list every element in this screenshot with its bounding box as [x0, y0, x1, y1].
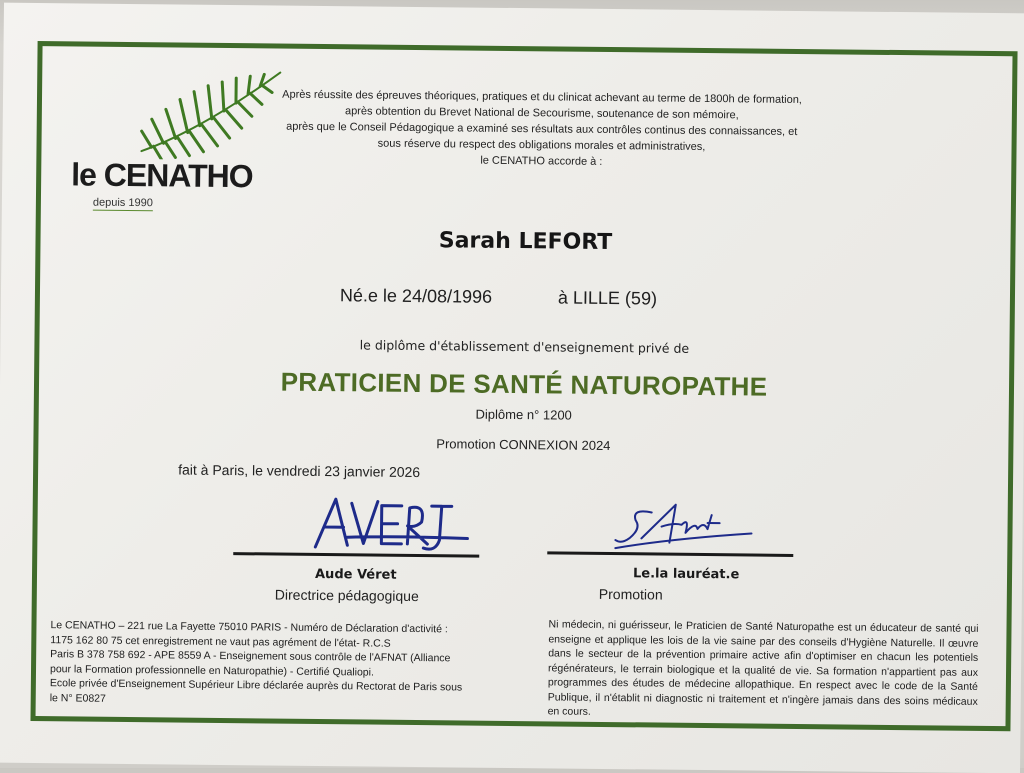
certificate-paper [0, 3, 1024, 773]
footer-line: Paris B 378 758 692 - APE 8559 A - Enseignement sous contrôle de l'AFNAT (Alliance [50, 647, 490, 666]
signatory-role: Directrice pédagogique [275, 587, 419, 605]
fern-leaf-icon [131, 69, 282, 161]
preamble-line: sous réserve du respect des obligations morales et administratives, [271, 134, 811, 156]
cenatho-logo [71, 68, 283, 220]
footer-disclaimer: Ni médecin, ni guérisseur, le Praticien de Santé Naturopathe est un éducateur de santé qui enseigne et applique les lois de la vie saine par des conseils d'Hygiène Naturelle. Il œuvre dans le secteur de la prévention primaire active afin d'optimiser en chacun les potentiels régénérateurs, le terrain biologique et la qualité de vie. Sa formation n'appartient pas aux programmes des études de médecine allopathique. En respect avec le code de la Santé Publique, il n'établit ni diagnostic ni traitement et n'ingère jamais dans des soins médicaux en cours. [548, 617, 979, 723]
footer-legal-info [50, 618, 491, 710]
promotion: Promotion CONNEXION 2024 [38, 432, 1008, 457]
preamble-line: après obtention du Brevet National de Secourisme, soutenance de son mémoire, [272, 102, 812, 124]
preamble-line: Après réussite des épreuves théoriques, pratiques et du clinicat achevant au terme de 1800h de formation, [272, 86, 812, 108]
logo-wordmark: le CENATHO [71, 156, 253, 195]
diploma-intro: le diplôme d'établissement d'enseignement privé de [39, 334, 1009, 359]
birth-date: Né.e le 24/08/1996 [340, 285, 492, 308]
footer-line: pour la Formation professionnelle en Naturopathie) - Certifié Qualiopi. [50, 662, 490, 681]
footer-line: Le CENATHO – 221 rue La Fayette 75010 PARIS - Numéro de Déclaration d'activité : [50, 618, 490, 637]
logo-since: depuis 1990 [93, 197, 153, 212]
laureate-signature [611, 498, 762, 556]
footer-line: le N° E0827 [50, 691, 490, 710]
place-date: fait à Paris, le vendredi 23 janvier 2026 [178, 462, 420, 481]
diploma-title: PRATICIEN DE SANTÉ NATUROPATHE [39, 364, 1009, 405]
preamble-line: le CENATHO accorde à : [271, 150, 811, 172]
director-signature [307, 487, 478, 559]
signatory-name: Aude Véret [315, 567, 397, 583]
preamble-text [271, 86, 812, 172]
certificate-frame [30, 41, 1017, 731]
birth-place: à LILLE (59) [558, 287, 657, 309]
preamble-line: après que le Conseil Pédagogique a examiné ses résultats aux contrôles continus des connaissances, et [272, 118, 812, 140]
footer-line: 1175 162 80 75 cet enregistrement ne vaut pas agrément de l'état- R.C.S [50, 633, 490, 652]
laureate-role: Promotion [599, 586, 663, 603]
laureate-label: Le.la lauréat.e [633, 566, 739, 582]
footer-line: Ecole privée d'Enseignement Supérieur Libre déclarée auprès du Rectorat de Paris sous [50, 676, 490, 695]
diploma-number: Diplôme n° 1200 [39, 402, 1009, 427]
recipient-name: Sarah LEFORT [40, 224, 1010, 259]
